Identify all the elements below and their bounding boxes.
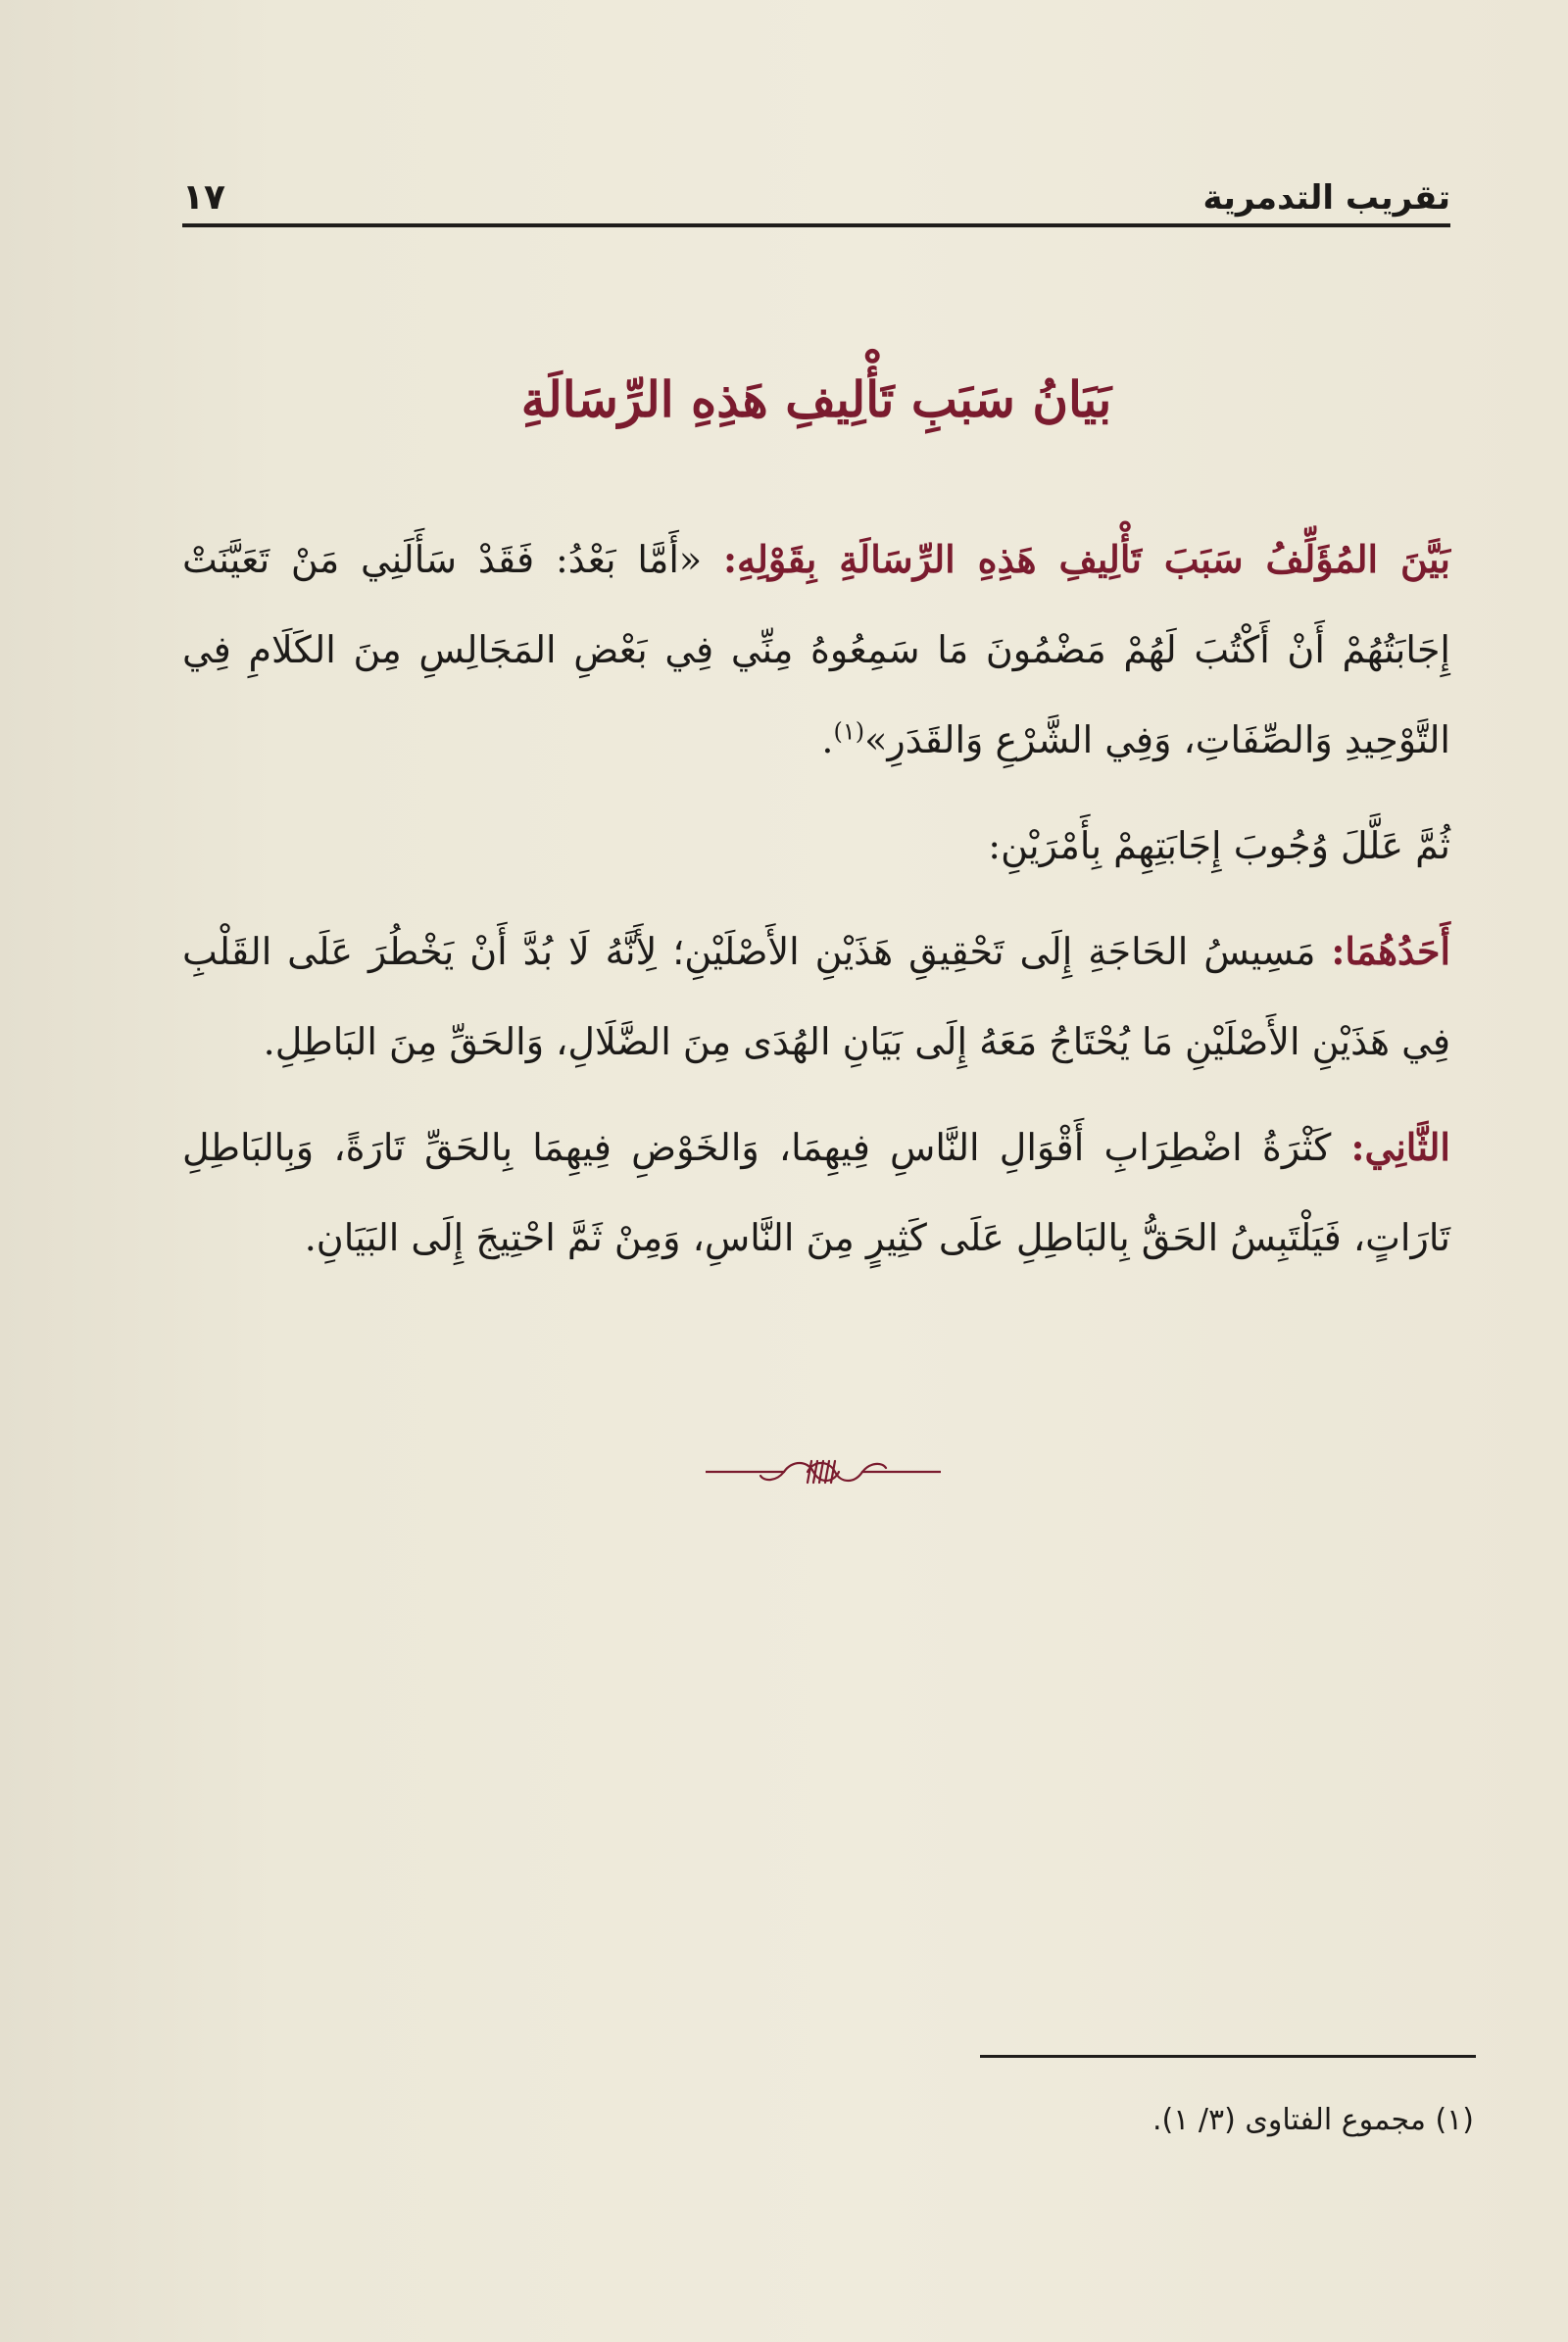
footnote-ref[interactable]: (١) <box>833 717 865 746</box>
book-title: تقريب التدمرية <box>1202 178 1450 218</box>
footnote-divider <box>980 2055 1476 2058</box>
body-text <box>182 514 1450 1298</box>
intro-lead: بَيَّنَ المُؤَلِّفُ سَبَبَ تَأْلِيفِ هَذِهِ الرِّسَالَةِ بِقَوْلِهِ: <box>722 537 1450 581</box>
intro-paragraph <box>182 514 1450 785</box>
second-reason-paragraph <box>182 1102 1450 1283</box>
transition-paragraph: ثُمَّ عَلَّلَ وُجُوبَ إِجَابَتِهِمْ بِأَمْرَيْنِ: <box>988 824 1450 867</box>
second-reason-text: كَثْرَةُ اضْطِرَابِ أَقْوَالِ النَّاسِ فِيهِمَا، وَالخَوْضِ فِيهِمَا بِالحَقِّ تَارَةً، وَبِالبَاطِلِ تَارَاتٍ، فَيَلْتَبِسُ الحَقُّ بِالبَاطِلِ عَلَى كَثِيرٍ مِنَ النَّاسِ، وَمِنْ ثَمَّ احْتِيجَ إِلَى البَيَانِ. <box>182 1126 1450 1259</box>
first-reason-label: أَحَدُهُمَا: <box>1331 929 1450 973</box>
intro-end: . <box>821 718 834 761</box>
page-number: ١٧ <box>182 177 225 218</box>
first-reason-paragraph <box>182 906 1450 1087</box>
footnote: (١) مجموع الفتاوى (٣/ ١). <box>1152 2103 1474 2137</box>
first-reason-text: مَسِيسُ الحَاجَةِ إِلَى تَحْقِيقِ هَذَيْنِ الأَصْلَيْنِ؛ لِأَنَّهُ لَا بُدَّ أَنْ يَخْطُرَ عَلَى القَلْبِ فِي هَذَيْنِ الأَصْلَيْنِ مَا يُحْتَاجُ مَعَهُ إِلَى بَيَانِ الهُدَى مِنَ الضَّلَالِ، وَالحَقِّ مِنَ البَاطِلِ. <box>182 930 1450 1063</box>
author-quote: «أَمَّا بَعْدُ: فَقَدْ سَأَلَنِي مَنْ تَعَيَّنَتْ إِجَابَتُهُمْ أَنْ أَكْتُبَ لَهُمْ مَضْمُونَ مَا سَمِعُوهُ مِنِّي فِي بَعْضِ المَجَالِسِ مِنَ الكَلَامِ فِي التَّوْحِيدِ وَالصِّفَاتِ، وَفِي الشَّرْعِ وَالقَدَرِ» <box>182 538 1450 761</box>
running-header <box>182 165 1450 227</box>
second-reason-label: الثَّانِي: <box>1350 1125 1450 1169</box>
section-title: بَيَانُ سَبَبِ تَأْلِيفِ هَذِهِ الرِّسَالَةِ <box>520 370 1112 428</box>
ornament-divider <box>706 1448 941 1507</box>
